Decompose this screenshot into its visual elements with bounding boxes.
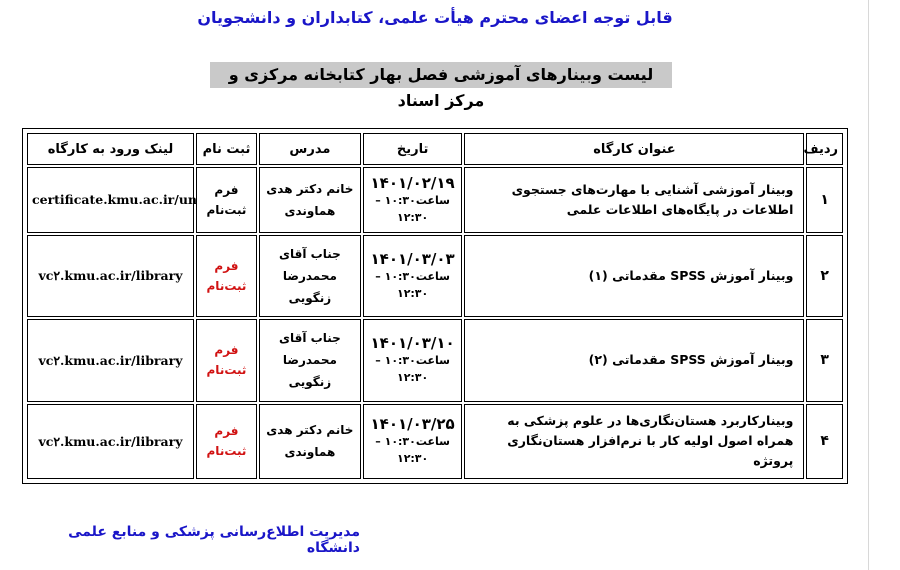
table-header-row — [27, 133, 843, 165]
col-header-date: تاریخ — [363, 133, 463, 165]
instructor: خانم دکتر هدی هماوندی — [259, 167, 361, 233]
date-value: ۱۴۰۱/۰۳/۲۵ — [370, 415, 455, 434]
time-end: ۱۲:۳۰ — [396, 371, 429, 385]
time-start: ساعت۱۰:۳۰ – — [375, 435, 450, 449]
registration-label-signup: ثبت‌نام — [206, 363, 247, 378]
instructor: خانم دکتر هدی هماوندی — [259, 404, 361, 479]
col-header-index: ردیف — [806, 133, 843, 165]
workshop-entry-link[interactable]: vc۲.kmu.ac.ir/library — [27, 235, 194, 318]
instructor: جناب آقای محمدرضا زنگویی — [259, 235, 361, 318]
time-start: ساعت۱۰:۳۰ – — [375, 269, 450, 283]
time-start: ساعت۱۰:۳۰ – — [375, 354, 450, 368]
registration-label-form: فرم — [214, 424, 239, 439]
workshop-entry-link[interactable]: vc۲.kmu.ac.ir/library — [27, 404, 194, 479]
webinar-table — [22, 128, 848, 484]
col-header-link: لینک ورود به کارگاه — [27, 133, 194, 165]
workshop-date — [363, 235, 463, 318]
date-value: ۱۴۰۱/۰۲/۱۹ — [370, 173, 455, 192]
list-title: لیست وبینارهای آموزشی فصل بهار کتابخانه مرکزی و مرکز اسناد — [210, 62, 672, 88]
table-row — [27, 167, 843, 233]
row-index: ۲ — [806, 235, 843, 318]
row-index: ۴ — [806, 404, 843, 479]
registration-label-signup: ثبت‌نام — [206, 278, 247, 293]
registration-label-form: فرم — [214, 343, 239, 358]
row-index: ۳ — [806, 319, 843, 402]
workshop-date — [363, 404, 463, 479]
time-start: ساعت۱۰:۳۰ – — [375, 193, 450, 207]
registration-label-form: فرم — [214, 258, 239, 273]
registration-form-link[interactable] — [196, 235, 257, 318]
workshop-entry-link[interactable]: vc۲.kmu.ac.ir/library — [27, 319, 194, 402]
registration-label-form: فرم — [214, 182, 239, 197]
col-header-instructor: مدرس — [259, 133, 361, 165]
col-header-registration: ثبت نام — [196, 133, 257, 165]
table-row — [27, 404, 843, 479]
time-end: ۱۲:۳۰ — [396, 286, 429, 300]
workshop-title: وبینار آموزشی آشنایی با مهارت‌های جستجوی اطلاعات در پایگاه‌های اطلاعات علمی — [464, 167, 804, 233]
registration-form-link[interactable] — [196, 404, 257, 479]
table-row — [27, 235, 843, 318]
time-end: ۱۲:۳۰ — [396, 452, 429, 466]
registration-form-link[interactable] — [196, 319, 257, 402]
instructor: جناب آقای محمدرضا زنگویی — [259, 319, 361, 402]
row-index: ۱ — [806, 167, 843, 233]
date-value: ۱۴۰۱/۰۳/۰۳ — [370, 249, 455, 268]
workshop-title: وبینار آموزش SPSS مقدماتی (۲) — [464, 319, 804, 402]
date-value: ۱۴۰۱/۰۳/۱۰ — [370, 334, 455, 353]
registration-form-link[interactable] — [196, 167, 257, 233]
registration-label-signup: ثبت‌نام — [206, 202, 247, 217]
time-end: ۱۲:۳۰ — [396, 210, 429, 224]
workshop-date — [363, 167, 463, 233]
workshop-date — [363, 319, 463, 402]
col-header-title: عنوان کارگاه — [464, 133, 804, 165]
registration-label-signup: ثبت‌نام — [206, 444, 247, 459]
page-margin-line — [868, 0, 869, 570]
page-heading: قابل توجه اعضای محترم هیأت علمی، کتابداران و دانشجویان — [197, 8, 673, 27]
workshop-title: وبینارکاربرد هستان‌نگاری‌ها در علوم پزشکی به همراه اصول اولیه کار با نرم‌افزار هستان‌نگاری پروتژه — [464, 404, 804, 479]
workshop-title: وبینار آموزش SPSS مقدماتی (۱) — [464, 235, 804, 318]
footer-organization: مدیریت اطلاع‌رسانی پزشکی و منابع علمی دانشگاه — [68, 524, 360, 556]
table-row — [27, 319, 843, 402]
workshop-entry-link[interactable]: certificate.kmu.ac.ir/un — [27, 167, 194, 233]
